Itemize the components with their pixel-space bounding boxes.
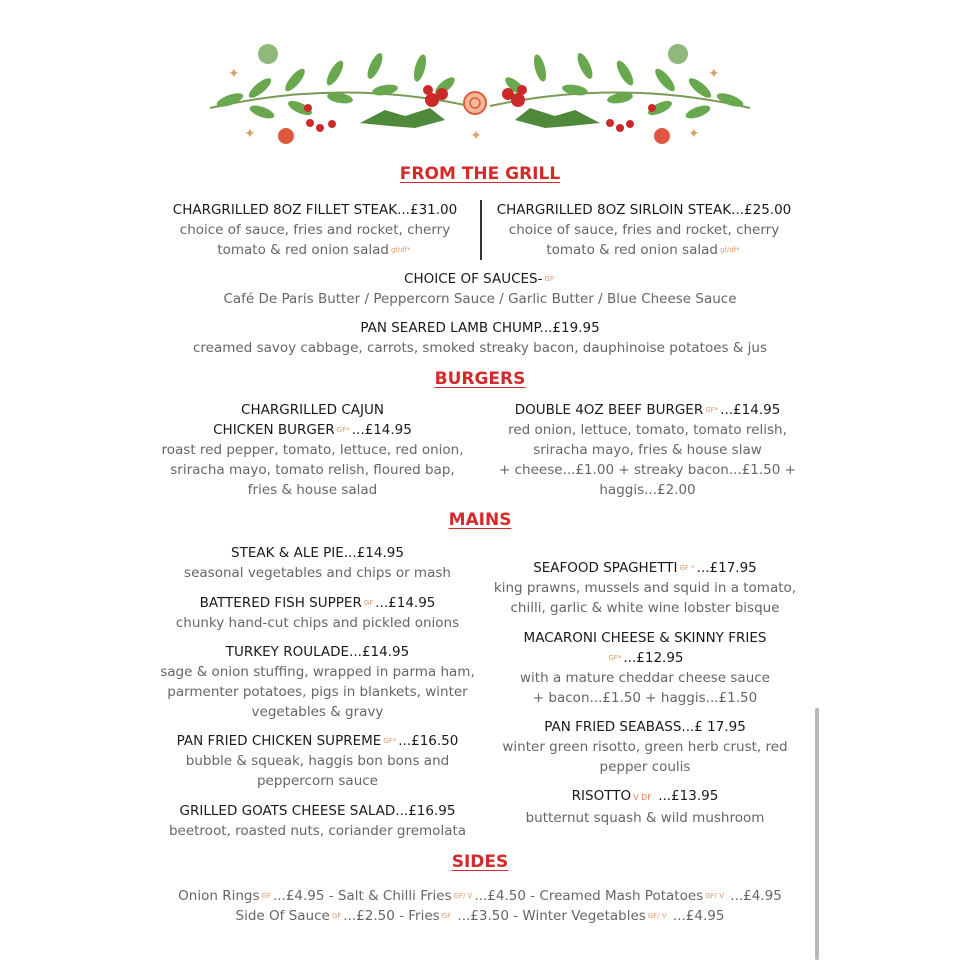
item-description: + cheese...£1.00 + streaky bacon...£1.50 + (499, 462, 796, 478)
item-description: parmenter potatoes, pigs in blankets, winter (167, 684, 468, 700)
item-description: haggis...£2.00 (599, 482, 696, 498)
menu-item-chicken-supreme (150, 731, 485, 791)
item-description: chilli, garlic & white wine lobster bisque (510, 600, 780, 616)
holly-garland-decoration (200, 28, 760, 153)
dietary-tag: V DF (633, 793, 652, 802)
item-description: creamed savoy cabbage, carrots, smoked streaky bacon, dauphinoise potatoes & jus (193, 340, 767, 356)
item-name: PAN FRIED SEABASS...£ 17.95 (544, 719, 746, 735)
item-price: ...£14.95 (351, 422, 412, 438)
dietary-tag: gf/df* (390, 246, 411, 254)
item-description: choice of sauce, fries and rocket, cherry (508, 222, 780, 238)
dietary-tag: GF* (336, 426, 350, 434)
dietary-tag: GF/ V (647, 912, 667, 920)
dietary-tag: GF (363, 599, 374, 607)
item-description: seasonal vegetables and chips or mash (184, 565, 451, 581)
section-heading-burgers: BURGERS (434, 369, 526, 389)
item-description: sriracha mayo, fries & house slaw (533, 442, 762, 458)
item-name: CHARGRILLED 8OZ FILLET STEAK...£31.00 (172, 202, 458, 218)
item-description: king prawns, mussels and squid in a tomato, (493, 580, 797, 596)
item-name: SEAFOOD SPAGHETTI (533, 560, 678, 576)
item-name: BATTERED FISH SUPPER (199, 595, 362, 611)
menu-item-seabass (485, 717, 805, 777)
item-price: ...£13.95 (653, 788, 719, 804)
item-description: choice of sauce, fries and rocket, cherry (179, 222, 451, 238)
section-heading-grill: FROM THE GRILL (399, 164, 561, 184)
menu-item-beef-burger (485, 400, 810, 500)
svg-text:✦: ✦ (688, 126, 700, 142)
item-description: sriracha mayo, tomato relish, floured bap, (170, 462, 455, 478)
item-description: winter green risotto, green herb crust, red (502, 739, 788, 755)
item-description: chunky hand-cut chips and pickled onions (175, 615, 460, 631)
menu-item-macaroni-cheese (485, 628, 805, 708)
section-heading-mains: MAINS (448, 510, 512, 530)
item-name: TURKEY ROULADE...£14.95 (225, 644, 410, 660)
side-item: ...£4.95 (668, 908, 725, 924)
item-description: red onion, lettuce, tomato, tomato relish, (508, 422, 787, 438)
item-description: + bacon...£1.50 + haggis...£1.50 (532, 690, 758, 706)
scrollbar[interactable] (815, 708, 819, 960)
menu-item-fillet-steak (165, 200, 465, 260)
svg-text:✦: ✦ (228, 66, 240, 82)
side-item: ...£2.50 - Fries (343, 908, 440, 924)
dietary-tag: gf/df* (719, 246, 740, 254)
item-description: sage & onion stuffing, wrapped in parma ham, (160, 664, 475, 680)
menu-item-steak-ale-pie (150, 543, 485, 583)
dietary-tag: GF* (383, 737, 397, 745)
svg-text:✦: ✦ (708, 66, 720, 82)
dietary-tag: GF (441, 912, 452, 920)
item-price: ...£14.95 (375, 595, 436, 611)
side-item: ...£3.50 - Winter Vegetables (453, 908, 646, 924)
menu-item-fish-supper (150, 593, 485, 633)
item-name: GRILLED GOATS CHEESE SALAD...£16.95 (179, 803, 456, 819)
menu-item-goats-cheese-salad (150, 801, 485, 841)
menu-item-lamb-chump (80, 318, 880, 358)
side-item: Side Of Sauce (235, 908, 330, 924)
menu-item-cajun-chicken-burger (150, 400, 475, 500)
menu-item-choice-of-sauces (80, 269, 880, 309)
item-name: PAN SEARED LAMB CHUMP...£19.95 (360, 320, 600, 336)
item-description: fries & house salad (247, 482, 378, 498)
item-description: beetroot, roasted nuts, coriander gremolata (168, 823, 467, 839)
side-item: ...£4.95 - Salt & Chilli Fries (272, 888, 452, 904)
item-name: CHICKEN BURGER (213, 422, 335, 438)
dietary-tag: GF/ V (705, 892, 725, 900)
dietary-tag: GF (261, 892, 271, 900)
item-description: bubble & squeak, haggis bon bons and (185, 753, 450, 769)
item-price: ...£12.95 (623, 650, 684, 666)
item-name: CHOICE OF SAUCES- (404, 271, 543, 287)
dietary-tag: GF* (705, 406, 719, 414)
item-description: pepper coulis (599, 759, 691, 775)
item-name: MACARONI CHEESE & SKINNY FRIES (523, 630, 767, 646)
item-description: butternut squash & wild mushroom (525, 810, 765, 826)
side-item: ...£4.50 - Creamed Mash Potatoes (474, 888, 704, 904)
item-description: Café De Paris Butter / Peppercorn Sauce / Garlic Butter / Blue Cheese Sauce (223, 291, 737, 307)
side-item: Onion Rings (178, 888, 260, 904)
item-price: ...£16.50 (398, 733, 459, 749)
item-description: vegetables & gravy (251, 704, 384, 720)
menu-item-turkey-roulade (150, 642, 485, 722)
item-name: CHARGRILLED CAJUN (241, 402, 384, 418)
item-price: ...£17.95 (696, 560, 757, 576)
dietary-tag: GF* (608, 654, 622, 662)
item-description: with a mature cheddar cheese sauce (520, 670, 770, 686)
svg-text:✦: ✦ (244, 126, 256, 142)
item-name: CHARGRILLED 8OZ SIRLOIN STEAK...£25.00 (496, 202, 792, 218)
item-description: peppercorn sauce (256, 773, 378, 789)
dietary-tag: GF * (679, 564, 695, 572)
section-heading-sides: SIDES (451, 852, 509, 872)
item-name: STEAK & ALE PIE...£14.95 (231, 545, 404, 561)
item-price: ...£14.95 (720, 402, 781, 418)
item-description: tomato & red onion salad (546, 242, 718, 258)
item-name: DOUBLE 4OZ BEEF BURGER (514, 402, 704, 418)
item-description: tomato & red onion salad (217, 242, 389, 258)
menu-item-seafood-spaghetti (485, 558, 805, 618)
menu-item-sirloin-steak (494, 200, 794, 260)
dietary-tag: GF (544, 275, 554, 283)
column-divider (480, 200, 482, 260)
dietary-tag: GF/ V (453, 892, 473, 900)
svg-text:✦: ✦ (470, 128, 482, 144)
item-name: PAN FRIED CHICKEN SUPREME (176, 733, 382, 749)
item-description: roast red pepper, tomato, lettuce, red onion, (161, 442, 464, 458)
side-item: ...£4.95 (726, 888, 782, 904)
menu-item-risotto (485, 786, 805, 828)
dietary-tag: GF (331, 912, 342, 920)
item-name: RISOTTO (571, 788, 632, 804)
